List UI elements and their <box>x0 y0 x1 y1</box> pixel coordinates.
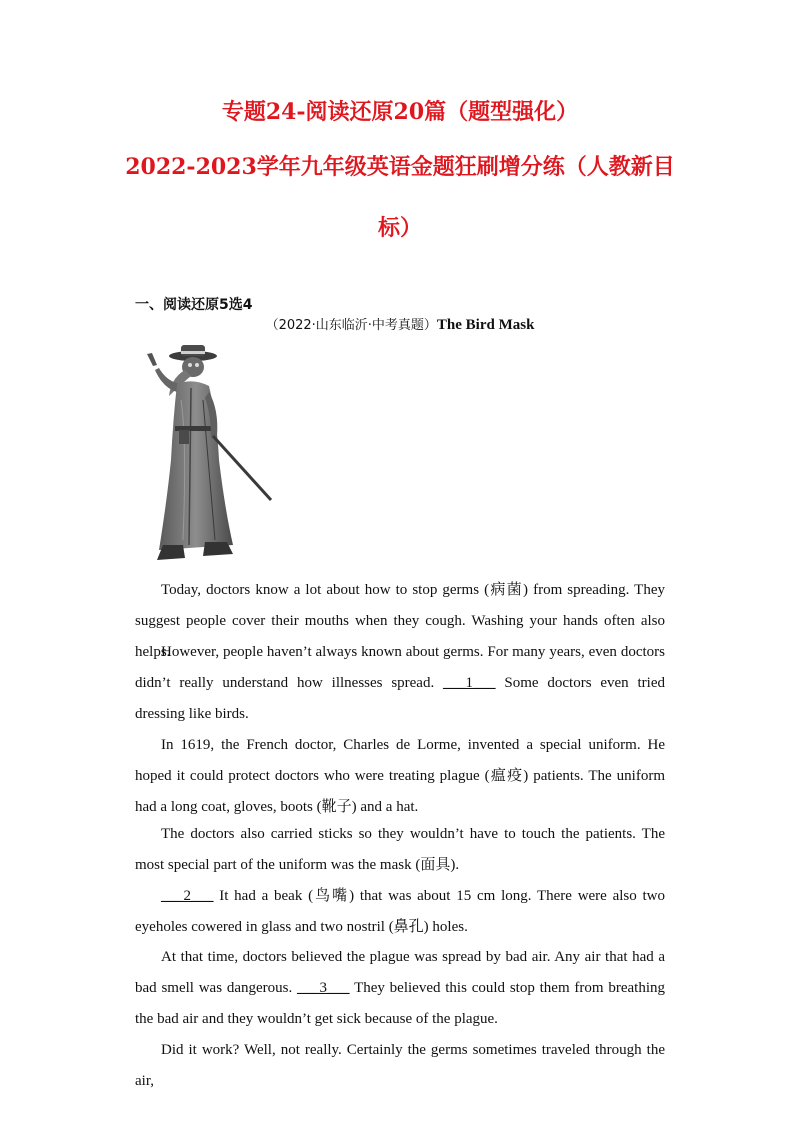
passage-paragraph-4: The doctors also carried sticks so they wouldn’t have to touch the patients. The most special part of the uniform was the mask (面具). <box>135 826 665 873</box>
blank-3: ___3___ <box>297 980 350 996</box>
paragraph-2-text-a: However, people haven’t always known about germs. For many years, even doctors didn’t really understand how illnesses spread. <box>135 644 665 691</box>
title-line-3: 标） <box>377 215 422 241</box>
title-line-2: 2022-2023学年九年级英语金题狂刷增分练（人教新目 <box>125 154 675 180</box>
passage-source: （2022·山东临沂·中考真题） <box>265 318 437 333</box>
section-heading: 一、阅读还原5选4 <box>135 297 253 313</box>
paragraph-2-text-b: Some doctors even tried dressing like birds. <box>135 675 665 722</box>
blank-2: ___2___ <box>161 888 214 904</box>
passage-title: The Bird Mask <box>436 317 535 333</box>
passage-paragraph-5 <box>135 881 665 943</box>
passage-paragraph-7: Did it work? Well, not really. Certainly the germs sometimes traveled through the air, <box>135 1042 665 1089</box>
passage-paragraph-6 <box>135 942 665 1035</box>
passage-source-line <box>0 314 800 334</box>
title-line-1: 专题24-阅读还原20篇（题型强化） <box>221 99 579 125</box>
passage-paragraph-3: In 1619, the French doctor, Charles de Lorme, invented a special uniform. He hoped it could protect doctors who were treating plague (瘟疫) patients. The uniform had a long coat, gloves, boots (靴子) and a hat. <box>135 737 665 815</box>
paragraph-6-text-b: They believed this could stop them from breathing the bad air and they wouldn’t get sick because of the plague. <box>135 980 665 1027</box>
paragraph-5-text: It had a beak (鸟嘴) that was about 15 cm long. There were also two eyeholes cowered in glass and two nostril (鼻孔) holes. <box>135 888 666 935</box>
paragraph-6-text-a: At that time, doctors believed the plague was spread by bad air. Any air that had a bad smell was dangerous. <box>135 949 665 996</box>
blank-1: ___1___ <box>443 675 496 691</box>
passage-paragraph-2 <box>135 637 665 730</box>
plague-doctor-illustration <box>133 340 278 562</box>
passage-paragraph-1: Today, doctors know a lot about how to stop germs (病菌) from spreading. They suggest people cover their mouths when they cough. Washing your hands often also helps. <box>135 582 665 660</box>
